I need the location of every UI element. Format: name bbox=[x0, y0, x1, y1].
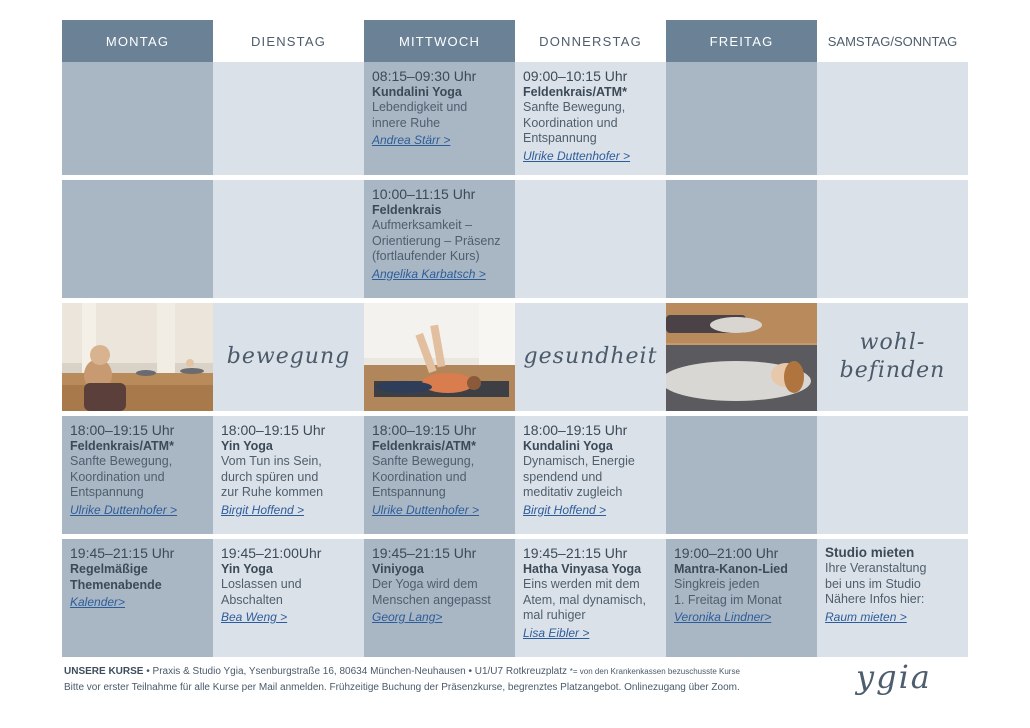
room-rent-link[interactable]: Raum mieten > bbox=[825, 609, 907, 624]
footer-footnote: *= von den Krankenkassen bezuschusste Kurse bbox=[569, 667, 740, 676]
lettering-line-1: wohl- bbox=[859, 330, 926, 355]
course-title: Feldenkrais/ATM* bbox=[70, 439, 174, 453]
footer-address-text: • Praxis & Studio Ygia, Ysenburgstraße 16, 80634 München-Neuhausen • U1/U7 Rotkreuzplatz bbox=[143, 666, 570, 677]
teacher-link[interactable]: Ulrike Duttenhofer > bbox=[523, 148, 631, 163]
slot-thu-5 bbox=[515, 539, 666, 657]
slot-wed-5 bbox=[364, 539, 515, 657]
teacher-link[interactable]: Andrea Stärr > bbox=[372, 133, 451, 147]
course-time: 19:00–21:00 Uhr bbox=[674, 545, 779, 561]
header-tuesday: DIENSTAG bbox=[250, 33, 327, 49]
photo-yoga-stretch bbox=[364, 303, 515, 411]
course-title: Hatha Vinyasa Yoga bbox=[523, 562, 642, 576]
teacher-link[interactable]: Georg Lang> bbox=[372, 610, 443, 624]
lettering-wohlbefinden bbox=[817, 303, 968, 411]
photo-feldenkrais-class bbox=[62, 303, 213, 411]
header-wednesday: MITTWOCH bbox=[364, 20, 515, 62]
slot-fri-5 bbox=[666, 539, 817, 657]
course-description: Loslassen und Abschalten bbox=[221, 577, 302, 607]
slot-wed-2 bbox=[364, 180, 515, 298]
course-description: Aufmerksamkeit – Orientierung – Präsenz (fortlaufender Kurs) bbox=[372, 218, 501, 263]
teacher-link[interactable]: Birgit Hoffend > bbox=[523, 502, 607, 517]
course-description: Eins werden mit dem Atem, mal dynamisch, mal ruhiger bbox=[523, 577, 646, 622]
slot-mon-2 bbox=[62, 180, 213, 298]
slot-tue-5 bbox=[213, 539, 364, 657]
slot-thu-4 bbox=[515, 416, 666, 534]
teacher-link[interactable]: Angelika Karbatsch > bbox=[372, 266, 486, 281]
photo-illustration bbox=[364, 303, 515, 411]
slot-fri-1 bbox=[666, 62, 817, 175]
lettering-bewegung: bewegung bbox=[213, 303, 364, 411]
brand-logo: ygia bbox=[856, 658, 932, 696]
course-time: 09:00–10:15 Uhr bbox=[523, 68, 628, 84]
course-description: Singkreis jeden 1. Freitag im Monat bbox=[674, 577, 782, 607]
course-time: 19:45–21:15 Uhr bbox=[70, 545, 175, 561]
course-title: Yin Yoga bbox=[221, 439, 273, 453]
slot-fri-2 bbox=[666, 180, 817, 298]
lettering-gesundheit: gesundheit bbox=[515, 303, 666, 411]
teacher-link[interactable]: Lisa Eibler > bbox=[523, 625, 590, 640]
studio-rent-title: Studio mieten bbox=[825, 545, 915, 560]
course-title: Feldenkrais/ATM* bbox=[372, 439, 476, 453]
slot-sat-4 bbox=[817, 416, 968, 534]
course-time: 08:15–09:30 Uhr bbox=[372, 68, 477, 84]
calendar-link[interactable]: Kalender> bbox=[70, 595, 126, 609]
course-description: Sanfte Bewegung, Koordination und Entspannung bbox=[70, 454, 173, 499]
slot-mon-5 bbox=[62, 539, 213, 657]
photo-illustration bbox=[62, 303, 213, 411]
slot-sat-1 bbox=[817, 62, 968, 175]
course-title: Viniyoga bbox=[372, 562, 424, 576]
course-description: Sanfte Bewegung, Koordination und Entspannung bbox=[523, 100, 626, 145]
studio-rent-description: Ihre Veranstaltung bei uns im Studio Nähere Infos hier: bbox=[825, 561, 927, 606]
footer-label: UNSERE KURSE bbox=[64, 666, 144, 677]
header-friday: FREITAG bbox=[666, 20, 817, 62]
slot-fri-4 bbox=[666, 416, 817, 534]
slot-sat-2 bbox=[817, 180, 968, 298]
header-weekend: SAMSTAG/SONNTAG bbox=[827, 33, 958, 49]
footer-note: Bitte vor erster Teilnahme für alle Kurse per Mail anmelden. Frühzeitige Buchung der Präsenzkurse, begrenztes Platzangebot. Onlinezugang über Zoom. bbox=[64, 682, 740, 693]
course-description: Der Yoga wird dem Menschen angepasst bbox=[372, 577, 491, 607]
footer-address bbox=[64, 666, 844, 677]
course-time: 18:00–19:15 Uhr bbox=[372, 422, 477, 438]
course-title: Feldenkrais bbox=[372, 203, 442, 217]
slot-wed-1 bbox=[364, 62, 515, 175]
course-title: Regelmäßige Themenabende bbox=[70, 562, 162, 592]
teacher-link[interactable]: Birgit Hoffend > bbox=[221, 502, 305, 517]
course-time: 10:00–11:15 Uhr bbox=[372, 186, 476, 202]
teacher-link[interactable]: Ulrike Duttenhofer > bbox=[372, 502, 480, 517]
photo-relaxation bbox=[666, 303, 817, 411]
course-time: 18:00–19:15 Uhr bbox=[523, 422, 628, 438]
slot-mon-1 bbox=[62, 62, 213, 175]
course-description: Vom Tun ins Sein, durch spüren und zur Ruhe kommen bbox=[221, 454, 324, 499]
header-thursday: DONNERSTAG bbox=[539, 33, 642, 49]
slot-sat-5 bbox=[817, 539, 968, 657]
course-time: 19:45–21:15 Uhr bbox=[372, 545, 477, 561]
photo-illustration bbox=[666, 303, 817, 411]
header-monday: MONTAG bbox=[62, 20, 213, 62]
course-description: Lebendigkeit und innere Ruhe bbox=[372, 100, 468, 130]
course-time: 18:00–19:15 Uhr bbox=[221, 422, 326, 438]
slot-thu-1 bbox=[515, 62, 666, 175]
course-title: Kundalini Yoga bbox=[372, 85, 462, 99]
slot-tue-2 bbox=[213, 180, 364, 298]
slot-wed-4 bbox=[364, 416, 515, 534]
slot-tue-1 bbox=[213, 62, 364, 175]
course-title: Mantra-Kanon-Lied bbox=[674, 562, 788, 576]
course-description: Sanfte Bewegung, Koordination und Entspannung bbox=[372, 454, 475, 499]
teacher-link[interactable]: Bea Weng > bbox=[221, 610, 288, 624]
schedule-grid bbox=[62, 20, 972, 657]
slot-tue-4 bbox=[213, 416, 364, 534]
course-title: Kundalini Yoga bbox=[523, 439, 613, 453]
teacher-link[interactable]: Veronika Lindner> bbox=[674, 610, 772, 624]
course-description: Dynamisch, Energie spendend und meditativ zugleich bbox=[523, 454, 635, 499]
course-title: Feldenkrais/ATM* bbox=[523, 85, 627, 99]
course-time: 18:00–19:15 Uhr bbox=[70, 422, 175, 438]
course-title: Yin Yoga bbox=[221, 562, 273, 576]
course-time: 19:45–21:00Uhr bbox=[221, 545, 322, 561]
slot-mon-4 bbox=[62, 416, 213, 534]
course-time: 19:45–21:15 Uhr bbox=[523, 545, 628, 561]
slot-thu-2 bbox=[515, 180, 666, 298]
lettering-line-2: befinden bbox=[839, 358, 946, 383]
teacher-link[interactable]: Ulrike Duttenhofer > bbox=[70, 502, 178, 517]
